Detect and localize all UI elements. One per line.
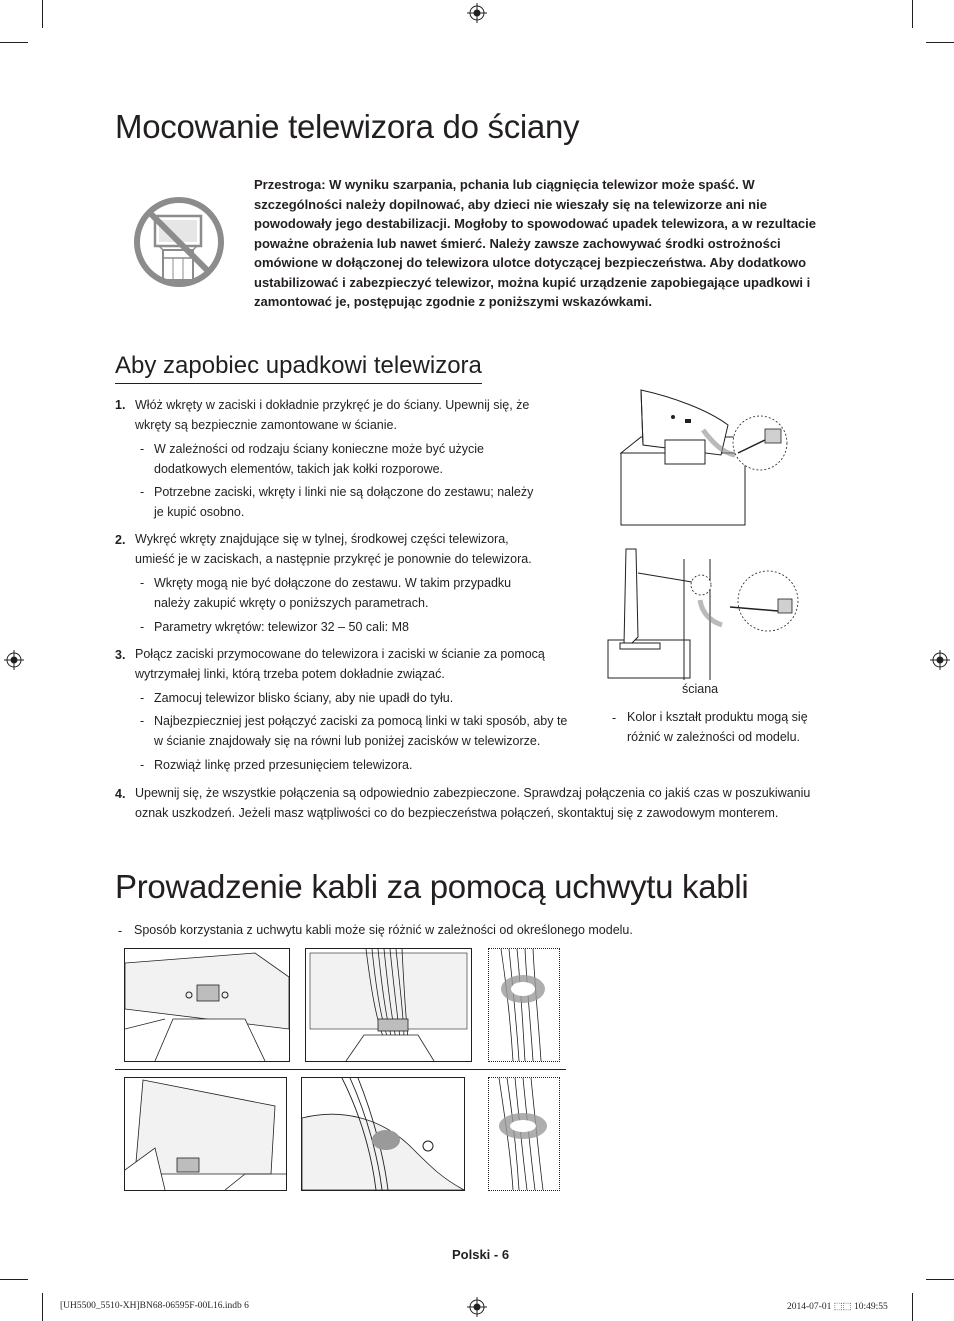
sub-item: Parametry wkrętów: telewizor 32 – 50 cali: M8 [154, 620, 409, 634]
wall-label: ściana [682, 682, 719, 696]
cable-step-figure [124, 1077, 287, 1191]
step-text: Połącz zaciski przymocowane do telewizora i zaciski w ścianie za pomocą wytrzymałej linki, którą trzeba potem dokładnie związać. [135, 647, 545, 681]
cable-holder-closeup [488, 948, 560, 1062]
sub-item: Zamocuj telewizor blisko ściany, aby nie upadł do tyłu. [154, 691, 454, 705]
cable-step-figure [305, 948, 472, 1062]
crop-mark [912, 0, 913, 28]
step-number: 4. [115, 787, 126, 801]
crop-mark [42, 0, 43, 28]
step-number: 3. [115, 648, 126, 662]
sub-item: Rozwiąż linkę przed przesunięciem telewizora. [154, 758, 413, 772]
crop-mark [926, 1279, 954, 1280]
crop-mark [42, 1293, 43, 1321]
sub-bullet: - [140, 576, 145, 590]
step-number: 2. [115, 533, 126, 547]
crop-mark [0, 1279, 28, 1280]
cable-holder-note: Sposób korzystania z uchwytu kabli może się różnić w zależności od określonego modelu. [134, 923, 633, 937]
sub-bullet: - [140, 485, 145, 499]
step-text: Upewnij się, że wszystkie połączenia są odpowiednio zabezpieczone. Sprawdzaj połączenia co jakiś czas w poszukiwaniu oznak uszkodzeń. Jeżeli masz wątpliwości co do bezpieczeństwa połączeń, skontaktuj się z zawodowym monterem. [135, 786, 811, 820]
crop-mark [926, 42, 954, 43]
note-bullet: - [612, 711, 617, 725]
tv-wall-anchor-illustration [606, 545, 816, 680]
sub-bullet: - [140, 442, 145, 456]
no-leaning-on-tv-icon [133, 196, 225, 288]
subsection-title: Aby zapobiec upadkowi telewizora [115, 352, 482, 384]
page-title: Mocowanie telewizora do ściany [115, 108, 580, 145]
page-number: Polski - 6 [452, 1247, 510, 1262]
figure-note: Kolor i kształt produktu mogą się różnić w zależności od modelu. [627, 710, 808, 744]
registration-mark-icon [930, 650, 950, 670]
sub-bullet: - [140, 620, 145, 634]
cable-step-figure [124, 948, 290, 1062]
sub-item: Wkręty mogą nie być dołączone do zestawu. W takim przypadku należy zakupić wkręty o poniższych parametrach. [154, 576, 512, 610]
step-text: Wykręć wkręty znajdujące się w tylnej, środkowej części telewizora, umieść je w zaciskach, a następnie przykręć je ponownie do telewizora. [135, 532, 532, 566]
crop-mark [912, 1293, 913, 1321]
note-bullet: - [118, 924, 123, 938]
registration-mark-icon [467, 3, 487, 23]
sub-bullet: - [140, 714, 145, 728]
figure-divider [115, 1069, 566, 1070]
sub-item: Potrzebne zaciski, wkręty i linki nie są dołączone do zestawu; należy je kupić osobno. [154, 485, 534, 519]
section-title: Prowadzenie kabli za pomocą uchwytu kabli [115, 868, 749, 905]
tv-clamp-illustration [613, 385, 798, 530]
file-info: [UH5500_5510-XH]BN68-06595F-00L16.indb 6 [60, 1301, 249, 1311]
registration-mark-icon [467, 1297, 487, 1317]
registration-mark-icon [4, 650, 24, 670]
step-number: 1. [115, 398, 126, 412]
sub-item: W zależności od rodzaju ściany konieczne może być użycie dodatkowych elementów, takich jak kołki rozporowe. [154, 442, 485, 476]
print-date: 2014-07-01 ⬚⬚ 10:49:55 [787, 1302, 888, 1312]
sub-item: Najbezpieczniej jest połączyć zaciski za pomocą linki w taki sposób, aby te w ścianie znajdowały się na równi lub poniżej zacisków w telewizorze. [154, 714, 568, 748]
step-text: Włóż wkręty w zaciski i dokładnie przykręć je do ściany. Upewnij się, że wkręty są bezpiecznie zamontowane w ścianie. [135, 398, 530, 432]
safety-warning: Przestroga: W wyniku szarpania, pchania lub ciągnięcia telewizor może spaść. W szczególności należy dopilnować, aby dzieci nie wieszały się na telewizorze ani nie powodowały jego destabilizacji. Mogłoby to spowodować upadek telewizora, a w rezultacie poważne obrażenia lub nawet śmierć. Należy zawsze zachowywać środki ostrożności omówione w dołączonej do telewizora ulotce dotyczącej bezpieczeństwa. Aby dodatkowo ustabilizować i zabezpieczyć telewizor, można kupić urządzenie zapobiegające upadkowi i zamontować je, postępując zgodnie z poniższymi wskazówkami. [254, 177, 816, 309]
sub-bullet: - [140, 758, 145, 772]
cable-step-figure [301, 1077, 465, 1191]
cable-holder-closeup [488, 1077, 560, 1191]
crop-mark [0, 42, 28, 43]
sub-bullet: - [140, 691, 145, 705]
